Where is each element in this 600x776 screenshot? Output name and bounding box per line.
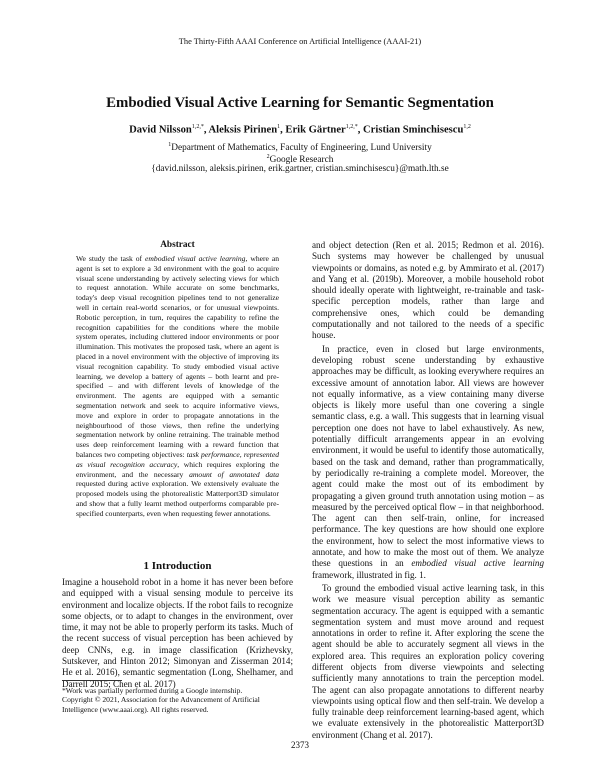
author-name: Erik Gärtner (285, 124, 346, 136)
abstract-text: , where an agent is set to explore a 3d environment with the goal to acquire visual scene understanding by actively selecting views for which to request annotation. While accurate on some benchmarks, today's deep visual recognition pipelines tend to not generalize well in certain real-world scenarios, or for unusual viewpoints. Robotic perception, in turn, requires the capability to refine the recognition capabilities for the conditions where the mobile system operates, including cluttered indoor environments or poor illumination. This motivates the proposed task, where an agent is placed in a novel environment with the objective of improving its visual recognition capability. To study embodied visual active learning, we develop a battery of agents – both learnt and pre-specified – and with different levels of knowledge of the environment. The agents are equipped with a semantic segmentation network and seek to acquire informative views, move and explore in order to propagate annotations in the neighbourhood of those views, then refine the underlying segmentation network by online retraining. The trainable method uses deep reinforcement learning with a reward function that balances two competing objectives: (76, 254, 280, 459)
copyright-notice: Copyright © 2021, Association for the Advancement of Artificial Intelligence (www.aaai.org). All rights reserved. (62, 695, 260, 714)
abstract-emphasis: embodied visual active learning (145, 254, 246, 263)
body-text: framework, illustrated in fig. 1. (312, 569, 426, 580)
author-affil-mark: 1 (277, 124, 281, 130)
author-affil-mark: 1,2,* (345, 124, 358, 130)
author-emails: {david.nilsson, aleksis.pirinen, erik.gartner, cristian.sminchisescu}@math.lth.se (151, 164, 449, 174)
right-column-body (312, 240, 544, 741)
footnote-internship: *Work was partially performed during a Google internship. (62, 686, 243, 695)
author-affil-mark: 1,2 (463, 124, 471, 130)
affiliation-mark: 2 (266, 154, 270, 160)
author-name: Aleksis Pirinen (208, 124, 278, 136)
abstract-text: We study the task of (76, 254, 146, 263)
author-affil-mark: 1,2,* (191, 124, 204, 130)
abstract-heading: Abstract (160, 240, 195, 250)
footnote (62, 686, 293, 714)
abstract-text: requested during active exploration. We extensively evaluate the proposed models using the photorealistic Matterport3D simulator and show that a fully learnt method outperforms comparable pre-specified counterparts, even when requesting fewer annotations. (76, 479, 279, 518)
abstract-text: , which requires exploring the environment, and the necessary (76, 459, 279, 479)
abstract-body (76, 254, 279, 519)
affiliation-mark: 1 (168, 142, 172, 148)
footnote-rule (62, 680, 122, 681)
section-heading-introduction: 1 Introduction (143, 560, 212, 572)
author-list: David Nilsson$^{1,2,*}$, Aleksis Pirinen$^1$, Erik Gärtner$^{1,2,*}$, Cristian Sminchisescu$^{1,2}$ (129, 124, 471, 136)
body-paragraph (312, 344, 544, 581)
body-paragraph: and object detection (Ren et al. 2015; Redmon et al. 2016). Such systems may however be challenged by unusual viewpoints or domains, as noted e.g. by Ammirato et al. (2017) and Yang et al. (2019b). Moreover, a mobile household robot should ideally operate with lightweight, re-trainable and task-specific perception models, rather than large and comprehensive ones, which could be demanding computationally and not tailored to the needs of a specific house. (312, 240, 544, 341)
introduction-paragraph: Imagine a household robot in a home it has never been before and equipped with a visual sensing module to perceive its environment and localize objects. If the robot fails to recognize some objects, or to adapt to changes in the environment, over time, it may not be able to properly perform its tasks. Much of the recent success of visual perception has been achieved by deep CNNs, e.g. in image classification (Krizhevsky, Sutskever, and Hinton 2012; Simonyan and Zisserman 2014; He et al. 2016), semantic segmentation (Long, Shelhamer, and Darrell 2015; Chen et al. 2017) (62, 577, 293, 689)
author-name: David Nilsson (129, 124, 192, 136)
affiliation-text: Google Research (269, 155, 334, 166)
author-name: Cristian Sminchisescu (363, 124, 464, 136)
body-text: In practice, even in closed but large environments, developing robust scene understanding by exhaustive approaches may be difficult, as looking everywhere requires an excessive amount of annotation labor. All views are however not equally informative, as a view containing many diverse objects is likely more useful than one covering a single semantic class, e.g. a wall. This suggests that in learning visual perception one does not have to label exhaustively. As new, potentially difficult arrangements appear in an evolving environment, it would be useful to identify those automatically, based on the task and demand, rather than programmatically, by periodically re-training a complete model. Moreover, the agent could make the most out of its embodiment by propagating a given ground truth annotation using motion – as measured by the perceived optical flow – in that neighborhood. The agent can then self-train, online, for increased performance. The key questions are how should one explore the environment, how to select the most informative views to annotate, and how to make the most out of them. We analyze these questions in an (312, 343, 544, 569)
conference-header: The Thirty-Fifth AAAI Conference on Artificial Intelligence (AAAI-21) (178, 37, 422, 46)
page-number: 2373 (291, 740, 309, 750)
body-paragraph: To ground the embodied visual active learning task, in this work we measure visual perception ability as semantic segmentation accuracy. The agent is equipped with a semantic segmentation system and must move around and request annotations in order to refine it. After exploring the scene the agent should be able to accurately segment all views in the explored area. This requires an exploration policy covering different objects from diverse viewpoints and selecting sufficiently many annotations to train the perception model. The agent can also propagate annotations to different nearby viewpoints using optical flow and then self-train. We develop a fully trainable deep reinforcement learning-based agent, which we evaluate extensively in the photorealistic Matterport3D environment (Chang et al. 2017). (312, 582, 544, 740)
body-emphasis: embodied visual active learning (411, 558, 545, 569)
paper-title: Embodied Visual Active Learning for Semantic Segmentation (106, 95, 494, 111)
abstract-emphasis: task performance, represented as visual recognition accuracy (76, 449, 280, 469)
affiliation-text: Department of Mathematics, Faculty of Engineering, Lund University (171, 143, 432, 154)
abstract-emphasis: amount of annotated data (189, 469, 279, 479)
